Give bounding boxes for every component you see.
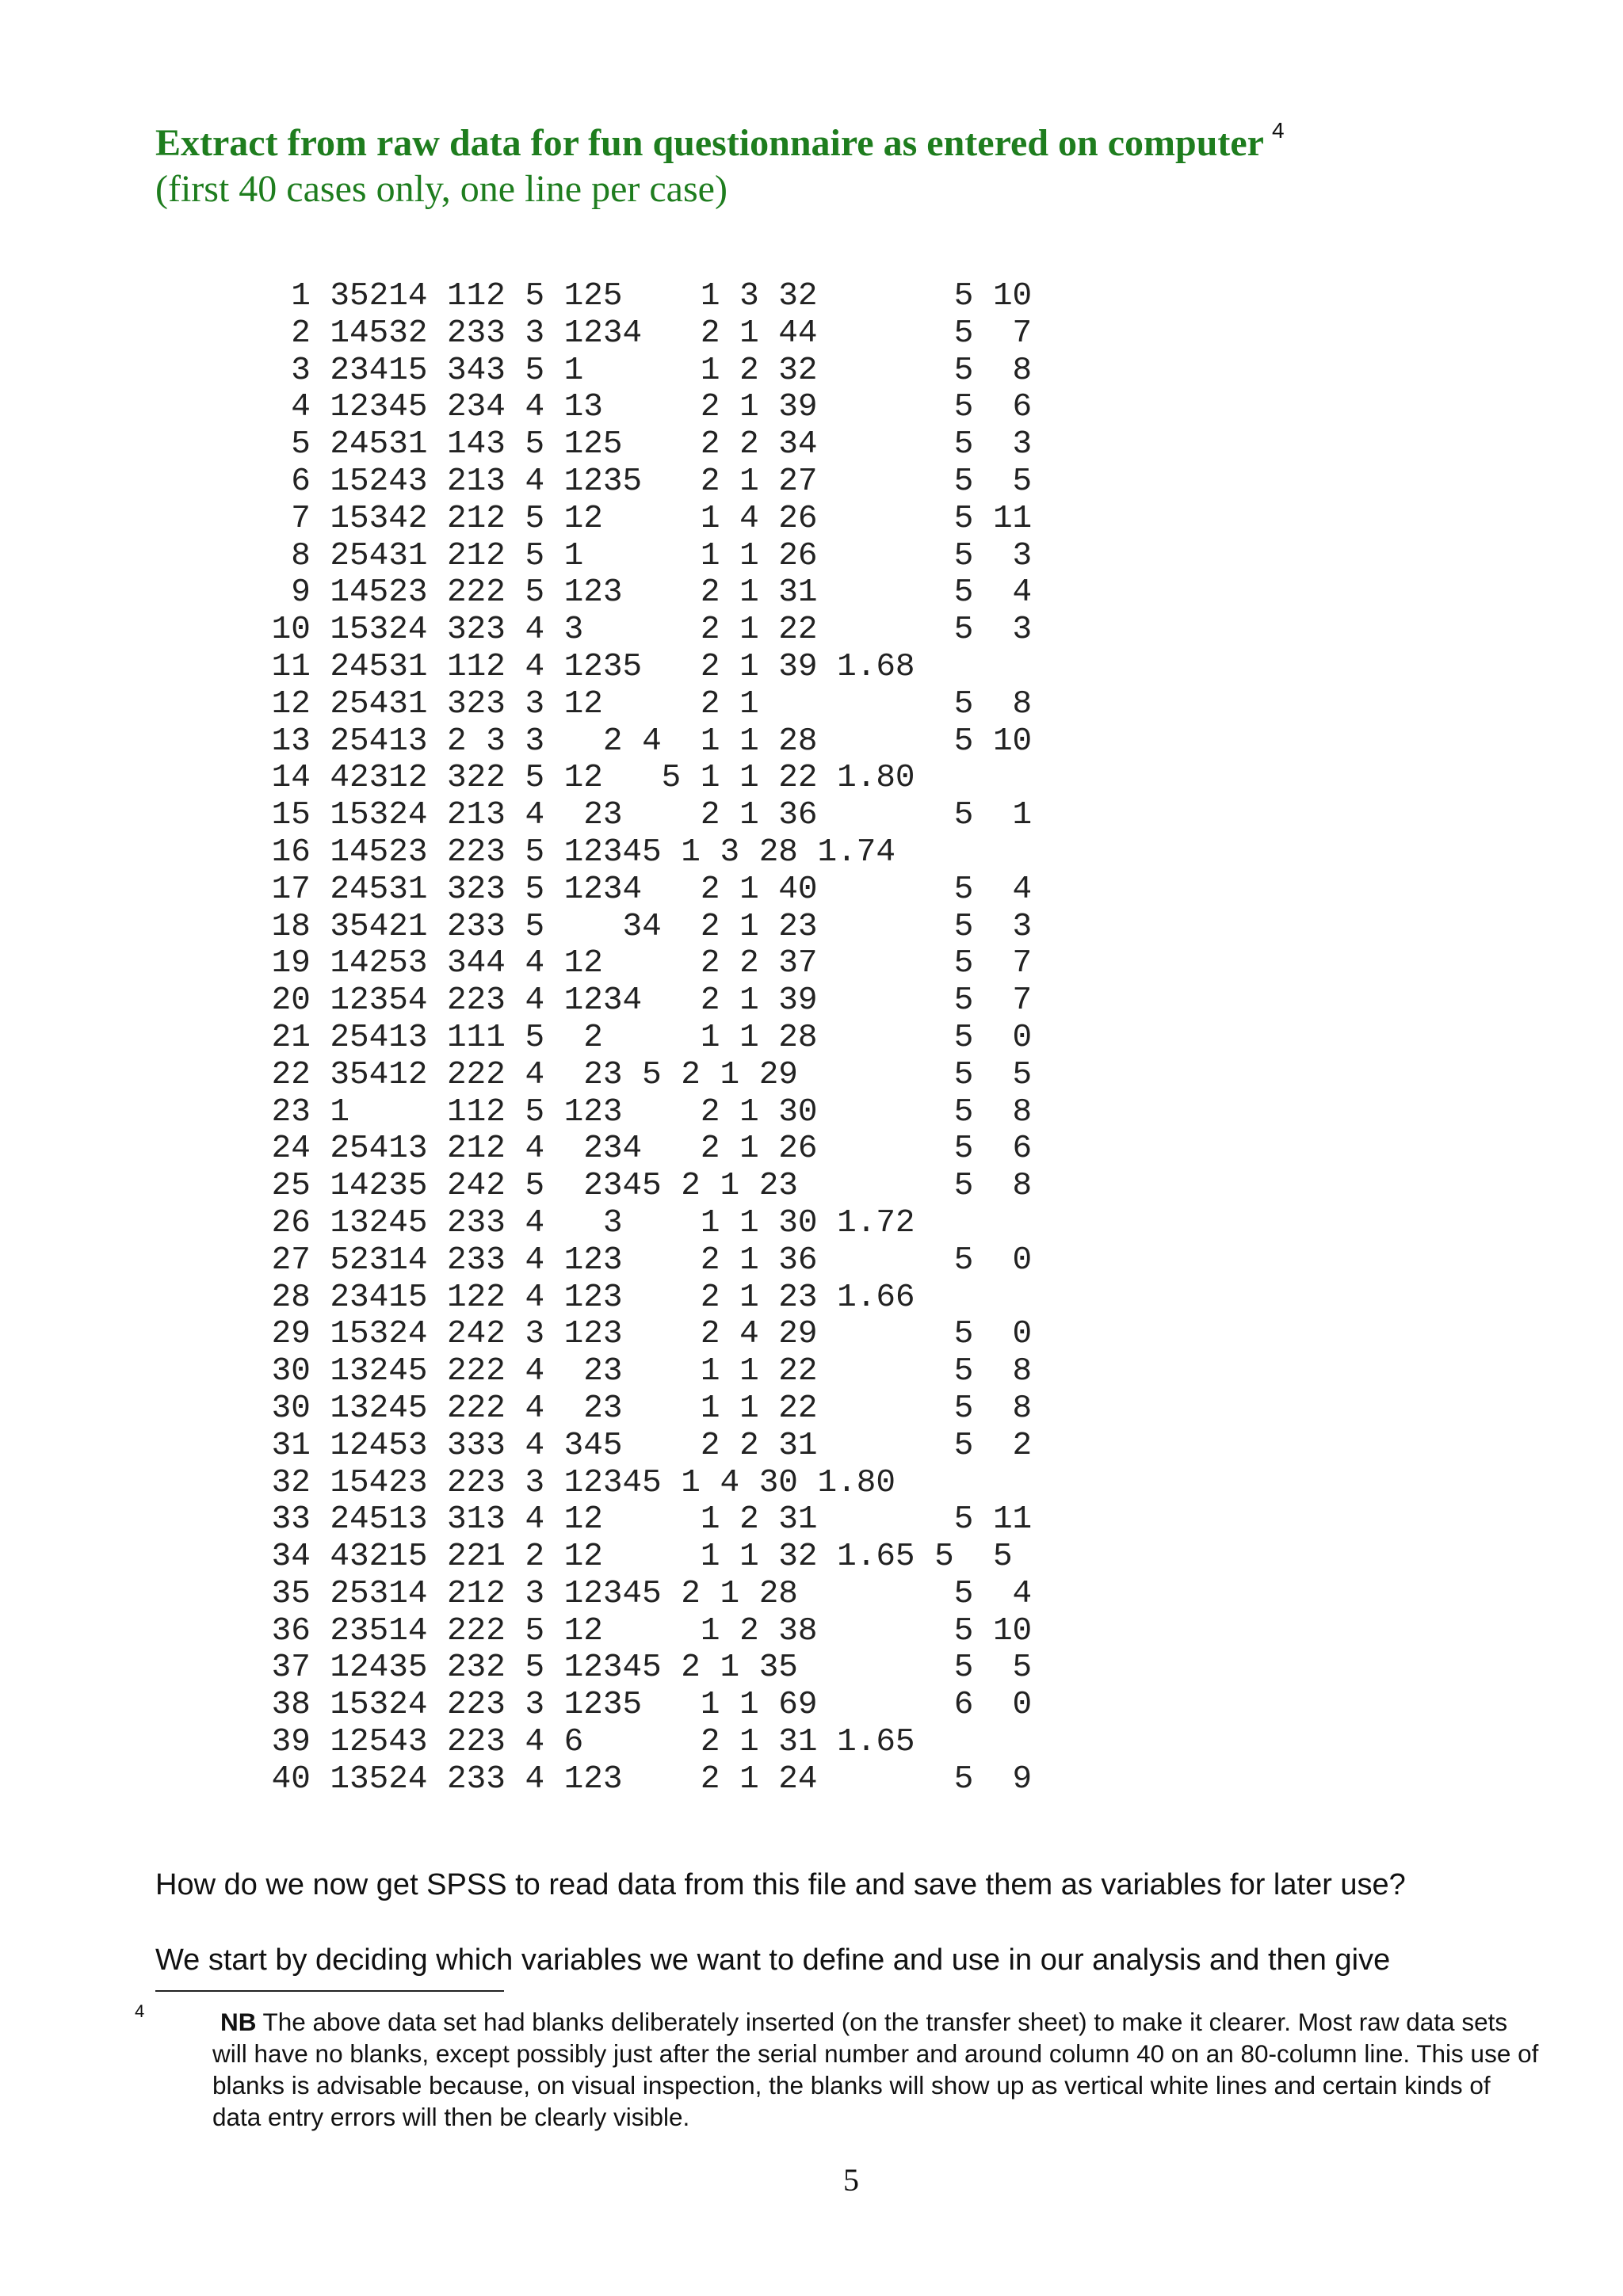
data-line: 11 24531 112 4 1235 2 1 39 1.68 xyxy=(252,648,915,685)
data-line: 10 15324 323 4 3 2 1 22 5 3 xyxy=(252,612,1033,649)
heading-subtitle: (first 40 cases only, one line per case) xyxy=(155,168,727,210)
data-line: 38 15324 223 3 1235 1 1 69 6 0 xyxy=(252,1687,1033,1724)
data-line: 6 15243 213 4 1235 2 1 27 5 5 xyxy=(252,463,1033,500)
data-line: 21 25413 111 5 2 1 1 28 5 0 xyxy=(252,1019,1033,1056)
data-line: 25 14235 242 5 2345 2 1 23 5 8 xyxy=(252,1168,1033,1205)
data-line: 16 14523 223 5 12345 1 3 28 1.74 xyxy=(252,833,896,871)
data-line: 1 35214 112 5 125 1 3 32 5 10 xyxy=(252,278,1033,315)
data-line: 3 23415 343 5 1 1 2 32 5 8 xyxy=(252,352,1033,389)
data-line: 5 24531 143 5 125 2 2 34 5 3 xyxy=(252,426,1033,463)
data-line: 33 24513 313 4 12 1 2 31 5 11 xyxy=(252,1501,1033,1539)
data-line: 12 25431 323 3 12 2 1 5 8 xyxy=(252,685,1033,723)
data-line: 35 25314 212 3 12345 2 1 28 5 4 xyxy=(252,1575,1033,1612)
footnote-text: The above data set had blanks deliberately inserted (on the transfer sheet) to make it clearer. Most raw data sets will have no blanks, except possibly just after the serial number and around column 40 on an 80-column line. This use of blanks is advisable because, on visual inspection, the blanks will show up as vertical white lines and certain kinds of data entry errors will then be clearly visible. xyxy=(212,2008,1539,2131)
data-line: 40 13524 233 4 123 2 1 24 5 9 xyxy=(252,1760,1033,1798)
data-line: 34 43215 221 2 12 1 1 32 1.65 5 5 xyxy=(252,1539,1013,1576)
heading-title: Extract from raw data for fun questionnaire as entered on computer xyxy=(155,122,1264,164)
data-line: 15 15324 213 4 23 2 1 36 5 1 xyxy=(252,797,1033,834)
data-line: 24 25413 212 4 234 2 1 26 5 6 xyxy=(252,1131,1033,1168)
data-line: 37 12435 232 5 12345 2 1 35 5 5 xyxy=(252,1650,1033,1687)
footnote-reference: 4 xyxy=(1271,118,1285,143)
data-line: 39 12543 223 4 6 2 1 31 1.65 xyxy=(252,1724,915,1761)
data-line: 13 25413 2 3 3 2 4 1 1 28 5 10 xyxy=(252,723,1033,760)
start-paragraph: We start by deciding which variables we want to define and use in our analysis and then give xyxy=(155,1943,1391,1977)
data-line: 22 35412 222 4 23 5 2 1 29 5 5 xyxy=(252,1056,1033,1093)
data-line: 18 35421 233 5 34 2 1 23 5 3 xyxy=(252,908,1033,945)
data-line: 19 14253 344 4 12 2 2 37 5 7 xyxy=(252,945,1033,982)
data-line: 31 12453 333 4 345 2 2 31 5 2 xyxy=(252,1427,1033,1464)
data-line: 23 1 112 5 123 2 1 30 5 8 xyxy=(252,1093,1033,1131)
raw-data-listing xyxy=(252,278,1032,1798)
data-line: 4 12345 234 4 13 2 1 39 5 6 xyxy=(252,389,1033,426)
data-line: 26 13245 233 4 3 1 1 30 1.72 xyxy=(252,1204,915,1241)
question-paragraph: How do we now get SPSS to read data from this file and save them as variables for later use? xyxy=(155,1868,1406,1901)
data-line: 2 14532 233 3 1234 2 1 44 5 7 xyxy=(252,315,1033,352)
data-line: 28 23415 122 4 123 2 1 23 1.66 xyxy=(252,1279,915,1316)
data-line: 30 13245 222 4 23 1 1 22 5 8 xyxy=(252,1353,1033,1390)
page-number: 5 xyxy=(843,2162,859,2198)
data-line: 8 25431 212 5 1 1 1 26 5 3 xyxy=(252,537,1033,574)
data-line: 7 15342 212 5 12 1 4 26 5 11 xyxy=(252,500,1033,537)
data-line: 36 23514 222 5 12 1 2 38 5 10 xyxy=(252,1612,1033,1650)
data-line: 29 15324 242 3 123 2 4 29 5 0 xyxy=(252,1316,1033,1353)
data-line: 30 13245 222 4 23 1 1 22 5 8 xyxy=(252,1390,1033,1427)
footnote-marker: 4 xyxy=(135,2001,145,2021)
footnote-text-block xyxy=(212,2006,1544,2133)
footnote-label: NB xyxy=(220,2008,257,2036)
data-line: 20 12354 223 4 1234 2 1 39 5 7 xyxy=(252,982,1033,1020)
data-line: 14 42312 322 5 12 5 1 1 22 1.80 xyxy=(252,760,915,797)
data-line: 27 52314 233 4 123 2 1 36 5 0 xyxy=(252,1241,1033,1279)
page-heading xyxy=(155,108,1285,212)
data-line: 9 14523 222 5 123 2 1 31 5 4 xyxy=(252,574,1033,612)
data-line: 32 15423 223 3 12345 1 4 30 1.80 xyxy=(252,1464,896,1501)
footnote-divider xyxy=(155,1990,504,1992)
data-line: 17 24531 323 5 1234 2 1 40 5 4 xyxy=(252,871,1033,908)
